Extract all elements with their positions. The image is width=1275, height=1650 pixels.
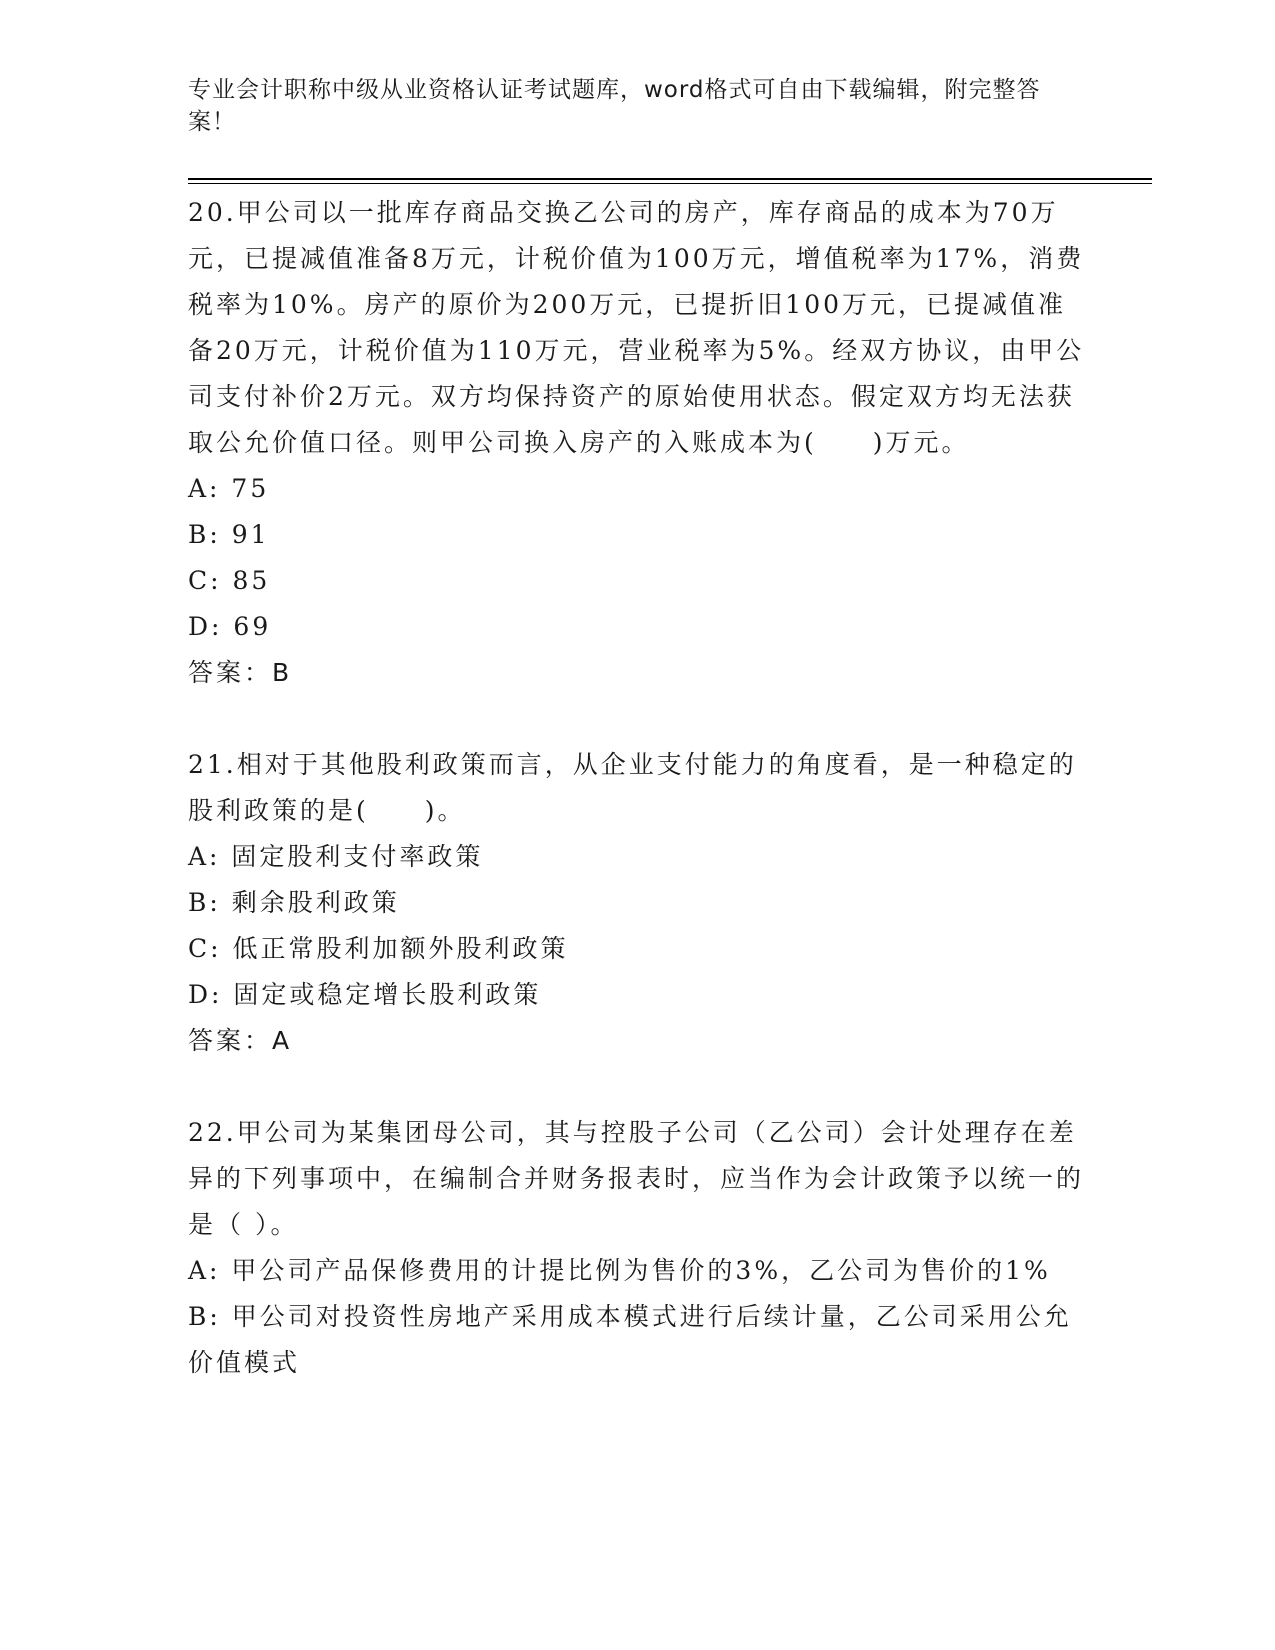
question-text: 22.甲公司为某集团母公司，其与控股子公司（乙公司）会计处理存在差异的下列事项中，在编制合并财务报表时，应当作为会计政策予以统一的是（ ）。	[188, 1118, 1085, 1239]
option-a: A: 固定股利支付率政策	[188, 842, 484, 871]
option-b: B: 甲公司对投资性房地产采用成本模式进行后续计量，乙公司采用公允价值模式	[188, 1302, 1072, 1377]
option-b: B: 剩余股利政策	[188, 888, 400, 917]
header-rule-thick	[188, 178, 1152, 180]
option-d: D: 固定或稳定增长股利政策	[188, 980, 542, 1009]
answer: 答案：B	[188, 658, 293, 687]
question-21	[188, 742, 1088, 1064]
question-text: 21.相对于其他股利政策而言，从企业支付能力的角度看，是一种稳定的股利政策的是( )。	[188, 750, 1077, 825]
option-a: A: 75	[188, 474, 270, 503]
option-a: A: 甲公司产品保修费用的计提比例为售价的3%，乙公司为售价的1%	[188, 1256, 1051, 1285]
header-note: 专业会计职称中级从业资格认证考试题库，word格式可自由下载编辑，附完整答案！	[188, 77, 1041, 135]
question-20	[188, 190, 1088, 696]
option-b: B: 91	[188, 520, 270, 549]
option-c: C: 低正常股利加额外股利政策	[188, 934, 569, 963]
question-list	[188, 190, 1088, 1386]
answer: 答案：A	[188, 1026, 293, 1055]
question-22	[188, 1110, 1088, 1386]
question-text: 20.甲公司以一批库存商品交换乙公司的房产，库存商品的成本为70万元，已提减值准备8万元，计税价值为100万元，增值税率为17%，消费税率为10%。房产的原价为200万元，已提折旧100万元，已提减值准备20万元，计税价值为110万元，营业税率为5%。经双方协议，由甲公司支付补价2万元。双方均保持资产的原始使用状态。假定双方均无法获取公允价值口径。则甲公司换入房产的入账成本为( )万元。	[188, 198, 1085, 457]
option-c: C: 85	[188, 566, 271, 595]
option-d: D: 69	[188, 612, 272, 641]
header-rule-thin	[188, 183, 1152, 184]
